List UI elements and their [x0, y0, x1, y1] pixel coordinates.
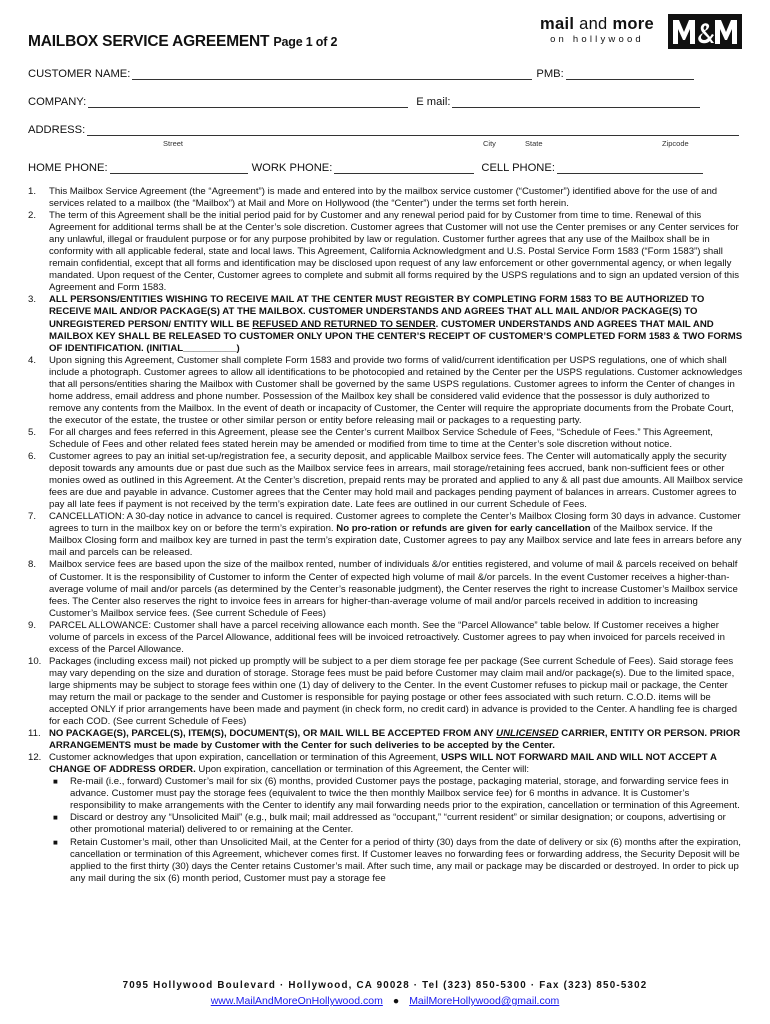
row-company [28, 96, 700, 108]
address-city-caption: City [483, 139, 496, 148]
term-3-text-b: . CUSTOMER UNDERSTANDS AND AGREES THAT MAIL AND MAILBOX KEY SHALL BE RELEASED TO CUSTOMER ONLY UPON THE CENTER’S RECEIPT OF CUSTOMER’S COMPLETED FORM 1583 & TWO FORMS OF IDENTIFICATION. (INITIAL__________) [49, 318, 743, 354]
home-phone-label: HOME PHONE: [28, 162, 108, 174]
separator-dot-icon: ● [392, 995, 400, 1007]
cell-phone-label: CELL PHONE: [481, 162, 555, 174]
term-11-text-a: NO PACKAGE(S), PARCEL(S), ITEM(S), DOCUMENT(S), OR MAIL WILL BE ACCEPTED FROM ANY [49, 728, 497, 740]
term-10-text: Packages (including excess mail) not picked up promptly will be subject to a per diem storage fee per package (See current Schedule of Fees). Said storage fees may vary depending on the size and duration of storage. Storage fees must be paid before Customer may claim mail and/or package(s). Due to the limited space, large shipments may be subject to storage fees within one (1) day of delivery to the Center. In the event Customer refuses to pickup mail or package, the Center may return the mail or package to the sender and Customer is responsible for paying postage or other fees associated with such return. C.O.D. items will be accepted ONLY if prior arrangements have been made and payment (in check form, no credit card) in advance is provided to the Center. A handling fee is charged for each COD. (See current Schedule of Fees) [49, 655, 738, 728]
term-3-underlined: REFUSED AND RETURNED TO SENDER [252, 318, 436, 330]
work-phone-label: WORK PHONE: [251, 162, 333, 174]
pmb-field[interactable] [566, 68, 694, 80]
brand-word-and: and [579, 15, 608, 33]
agreement-title: MAILBOX SERVICE AGREEMENT [28, 33, 270, 50]
term-11-text-b: CARRIER, ENTITY OR PERSON. PRIOR ARRANGEMENTS must be made by Customer with the Center for such deliveries to be accepted by the Center. [49, 728, 741, 752]
term-4: 4. Upon signing this Agreement, Customer shall complete Form 1583 and provide two forms of valid/current identification per USPS regulations, one of which shall include a photograph. Customer agrees to allow all identifications to be photocopied and retained by the Center per the USPS regulations. Customer acknowledges that all persons/entities sharing the Mailbox with Customer shall be governed by the same USPS regulations. Customer agrees to inform the Center of changes in home address, email address and phone number. Possession of the Mailbox key shall be considered valid evidence that the possessor is duly authorized to remove any contents from the Mailbox. In the event of death or incapacity of Customer, the Center will require the appropriate documents from the Probate Court, the executor of the estate, the trustee or other similar person or entity before releasing mail or packages to a requesting party. [28, 354, 743, 426]
term-10: 10. Packages (including excess mail) not picked up promptly will be subject to a per diem storage fee per package (See current Schedule of Fees). Said storage fees may vary depending on the size and duration of storage. Storage fees must be paid before Customer may claim mail and/or package(s). Due to the limited space, large shipments may be subject to storage fees within one (1) day of delivery to the Center. In the event Customer refuses to pickup mail or package, the Center may return the mail or package to the sender and Customer is responsible for paying postage or other fees associated with such return. C.O.D. items will be accepted ONLY if prior arrangements have been made and payment (in check form, no credit card) in advance is provided to the Center. A handling fee is charged for each COD. (See current Schedule of Fees) [28, 655, 738, 728]
term-5: 5. For all charges and fees referred in this Agreement, please see the Center’s current Mailbox Service Schedule of Fees, “Schedule of Fees.” This Agreement, Schedule of Fees and other related fees stated herein may be amended or modified from time to time at the Center’s sole discretion without notice. [28, 426, 713, 450]
address-state-caption: State [525, 139, 543, 148]
company-label: COMPANY: [28, 96, 87, 108]
document-header [0, 0, 770, 60]
bullet-icon: ■ [53, 777, 58, 787]
footer-address: 7095 Hollywood Boulevard · Hollywood, CA 90028 · Tel (323) 850-5300 · Fax (323) 850-5302 [122, 980, 648, 991]
term-2: 2. The term of this Agreement shall be the initial period paid for by Customer and any renewal period paid for by Customer from time to time. Renewal of this Agreement for additional terms shall be at the Center’s sole discretion. Customer agrees that Customer will not use the Center premises or any Center services for any unlawful, illegal or fraudulent purpose or for any purpose prohibited by law or regulation. Customer further agrees that any use of the Mailbox shall be in conformity with all applicable federal, state and local laws. This Agreement, California Acknowledgment and U.S. Postal Service Form 1583 (“Form 1583”) shall remain confidential, except that all forms and identification may be disclosed upon request of any law enforcement or other governmental agency, or when legally mandated. Upon request of the Center, Customer agrees to complete and submit all forms required by the USPS regulations and to sign an updated version of this Agreement and Form 1583. [28, 210, 740, 294]
term-11: 11. NO PACKAGE(S), PARCEL(S), ITEM(S), DOCUMENT(S), OR MAIL WILL BE ACCEPTED FROM ANY UNLICENSED CARRIER, ENTITY OR PERSON. PRIOR ARRANGEMENTS must be made by Customer with the Center for such deliveries to be accepted by the Center. [28, 728, 741, 752]
brand-wordmark [527, 15, 667, 45]
term-9: 9. PARCEL ALLOWANCE: Customer shall have a parcel receiving allowance each month. See the “Parcel Allowance” table below. If Customer receives a higher volume of parcels in excess of the Parcel Allowance, additional fees will be invoiced retroactively. Customer agrees to pay when invoiced for parcels received in excess of the Parcel Allowance. [28, 619, 725, 655]
term-12-text-c: Upon expiration, cancellation or termination of this Agreement, the Center will: [195, 764, 530, 776]
term-1: 1. This Mailbox Service Agreement (the “Agreement”) is made and entered into by the mailbox service customer (“Customer”) identified above for the use of and services related to a mailbox (the “Mailbox”) at Mail and More on Hollywood (the “Center”) under the terms set forth herein. [28, 186, 718, 210]
page-number-label: Page 1 of 2 [273, 35, 338, 49]
row-address [28, 124, 739, 136]
term-6: 6. Customer agrees to pay an initial set-up/registration fee, a security deposit, and applicable Mailbox service fees. The Center will automatically apply the security deposit towards any amounts due or past due such as the Mailbox service fees in arrears, mail storage/retaining fees accrued, bank non-sufficient fees or other monies owed as outlined in this Agreement. At the Center’s discretion, prepaid rents may be prorated and applied to any & all past due amounts. All Mailbox service fees are due and payable in advance. Customer agrees that the Center may hold mail and packages pending payment of balances in arrears. Customer agrees to pay all late fees if payment is not received by the term’s expiration date. Late fees are outlined in our current Schedule of Fees. [28, 451, 743, 511]
work-phone-field[interactable] [334, 162, 474, 174]
bullet-icon: ■ [53, 837, 58, 847]
term-3: 3. ALL PERSONS/ENTITIES WISHING TO RECEIVE MAIL AT THE CENTER MUST REGISTER BY COMPLETING FORM 1583 TO BE AUTHORIZED TO RECEIVE MAIL AND/OR PACKAGE(S) AT THE MAILBOX. CUSTOMER UNDERSTANDS AND AGREES THAT ALL MAIL AND/OR PACKAGE(S) TO UNREGISTERED PERSON/ ENTITY WILL BE REFUSED AND RETURNED TO SENDER. CUSTOMER UNDERSTANDS AND AGREES THAT MAIL AND MAILBOX KEY SHALL BE RELEASED TO CUSTOMER ONLY UPON THE CENTER’S RECEIPT OF CUSTOMER’S COMPLETED FORM 1583 & TWO FORMS OF IDENTIFICATION. (INITIAL__________) [28, 294, 743, 354]
footer-links [0, 995, 770, 1007]
term-12-bullet-2 [49, 812, 744, 836]
term-1-text: This Mailbox Service Agreement (the “Agreement”) is made and entered into by the mailbox service customer (“Customer”) identified above for the use of and services related to a mailbox (the “Mailbox”) at Mail and More on Hollywood (the “Center”) under the terms set forth herein. [49, 186, 718, 210]
term-12-text-a: Customer acknowledges that upon expiration, cancellation or termination of this Agreement, [49, 752, 441, 764]
term-11-underlined: UNLICENSED [496, 728, 559, 740]
page-title [28, 33, 337, 51]
term-7-text-c: of the Mailbox service. If the Mailbox Closing form and mailbox key are turned in past the term’s expiration date, Customer agrees to pay any Mailbox service and late fees in arrears before any mail and parcels can be released. [49, 523, 742, 559]
term-2-text: The term of this Agreement shall be the initial period paid for by Customer and any renewal period paid for by Customer from time to time. Renewal of this Agreement for additional terms shall be at the Center’s sole discretion. Customer agrees that Customer will not use the Center premises or any Center services for any unlawful, illegal or fraudulent purpose or for any purpose prohibited by law or regulation. Customer further agrees that any use of the Mailbox shall be in conformity with all applicable federal, state and local laws. This Agreement, California Acknowledgment and U.S. Postal Service Form 1583 (“Form 1583”) shall remain confidential, except that all forms and identification may be disclosed upon request of any law enforcement or other governmental agency, or when legally mandated. Upon request of the Center, Customer agrees to complete and submit all forms required by the USPS regulations and to sign an updated version of this Agreement and Form 1583. [49, 210, 740, 294]
term-12-bullet-3-text: Retain Customer’s mail, other than Unsolicited Mail, at the Center for a period of thirty (30) days from the date of delivery or six (6) months after the expiration, cancellation or termination of this Agreement, whichever comes first. If Customer leaves no forwarding fees or forwarding address, the Security Deposit will be applied to the first thirty (30) days the Center retains Customer’s mail. After such time, any mail or package may be discarded or destroyed. In order to pick up any mail during the six (6) month period, Customer must pay a storage fee [70, 836, 741, 884]
term-12-bullet-1-text: Re-mail (i.e., forward) Customer’s mail for six (6) months, provided Customer pays the postage, packaging material, storage, and forwarding service fees in advance. Customer must pay the storage fees (equivalent to twice the then monthly Mailbox service fee) for 6 months in advance. It is Customer’s responsibility to make arrangements with the Center to identify any mail forwarding needs prior to the expiration, cancellation or termination of this Agreement. [70, 776, 740, 812]
term-12-bold: USPS WILL NOT FORWARD MAIL AND WILL NOT ACCEPT A CHANGE OF ADDRESS ORDER. [49, 752, 717, 776]
company-field[interactable] [88, 96, 408, 108]
brand-name [527, 15, 667, 34]
term-7: 7. CANCELLATION: A 30-day notice in advance to cancel is required. Customer agrees to complete the Center’s Mailbox Closing form 30 days in advance. Customer agrees to turn in the mailbox key on or before the term’s expiration. No pro-ration or refunds are given for early cancellation of the Mailbox service. If the Mailbox Closing form and mailbox key are turned in past the term’s expiration date, Customer agrees to pay any Mailbox service and late fees in arrears before any mail and parcels can be released. [28, 511, 742, 559]
address-zipcode-caption: Zipcode [662, 139, 689, 148]
term-6-text: Customer agrees to pay an initial set-up/registration fee, a security deposit, and applicable Mailbox service fees. The Center will automatically apply the security deposit towards any amounts due or past due such as the Mailbox service fees in arrears, mail storage/retaining fees accrued, bank non-sufficient fees or other monies owed as outlined in this Agreement. At the Center’s discretion, prepaid rents may be prorated and applied to any & all past due amounts. All Mailbox service fees are due and payable in advance. Customer agrees that the Center may hold mail and packages pending payment of balances in arrears. Customer agrees to pay all late fees if payment is not received by the term’s expiration date. Late fees are outlined in our current Schedule of Fees. [49, 451, 743, 511]
brand-word-more: more [612, 15, 654, 33]
row-customer-name [28, 68, 694, 80]
brand-tagline: on hollywood [550, 34, 644, 45]
term-3-text-a: ALL PERSONS/ENTITIES WISHING TO RECEIVE MAIL AT THE CENTER MUST REGISTER BY COMPLETING FORM 1583 TO BE AUTHORIZED TO RECEIVE MAIL AND/OR PACKAGE(S) AT THE MAILBOX. CUSTOMER UNDERSTANDS AND AGREES THAT ALL MAIL AND/OR PACKAGE(S) TO UNREGISTERED PERSON/ ENTITY WILL BE [49, 294, 705, 330]
term-12: 12. Customer acknowledges that upon expiration, cancellation or termination of this Agreement, USPS WILL NOT FORWARD MAIL AND WILL NOT ACCEPT A CHANGE OF ADDRESS ORDER. Upon expiration, cancellation or termination of this Agreement, the Center will: ■ Re-mail (i.e., forward) Customer’s mail for six (6) months, provided Customer pays the postage, packaging material, storage, and forwarding service fees in advance. Customer must pay the storage fees (equivalent to twice the then monthly Mailbox service fee) for 6 months in advance. It is Customer’s responsibility to make arrangements with the Center to identify any mail forwarding needs prior to the expiration, cancellation or termination of this Agreement. ■ Discard or destroy any “Unsolicited Mail” (e.g., bulk mail; mail addressed as “occupant,” “current resident” or similar designation; or coupons, advertising or other promotional material) delivered to or remaining at the Center. ■ Retain Customer’s mail, other than Unsolicited Mail, at the Center for a period of thirty (30) days from the date of delivery or six (6) months after the expiration, cancellation or termination of this Agreement, whichever comes first. If Customer leaves no forwarding fees or forwarding address, the Security Deposit will be applied to the first thirty (30) days the Center retains Customer’s mail. After such time, any mail or package may be discarded or destroyed. In order to pick up any mail during the six (6) month period, Customer must pay a storage fee [28, 752, 744, 885]
document-footer [0, 980, 770, 1007]
term-12-bullet-2-text: Discard or destroy any “Unsolicited Mail” (e.g., bulk mail; mail addressed as “occupant,” “current resident” or similar designation; or coupons, advertising or other promotional material) delivered to or remaining at the Center. [70, 812, 726, 836]
term-7-bold: No pro-ration or refunds are given for early cancellation [336, 523, 591, 535]
term-4-text: Upon signing this Agreement, Customer shall complete Form 1583 and provide two forms of valid/current identification per USPS regulations, one of which shall include a photograph. Customer agrees to allow all identifications to be photocopied and retained by the Center per the USPS regulations. Customer acknowledges that all persons/entities sharing the Mailbox with Customer shall be governed by the same USPS regulations. Customer agrees to inform the Center of changes in home address, email address and phone number. Possession of the Mailbox key shall be considered valid evidence that the possessor is duly authorized to remove any contents from the Mailbox. In the event of death or incapacity of Customer, the Center will require the appropriate documents from the Probate Court, the executor of the estate, the trustee or other similar person or entity before releasing mail or packages to a requesting party. [49, 354, 743, 426]
cell-phone-field[interactable] [557, 162, 703, 174]
term-12-sublist [49, 776, 744, 884]
term-12-bullet-3 [49, 837, 744, 885]
bullet-icon: ■ [53, 813, 58, 823]
term-8: 8. Mailbox service fees are based upon the size of the mailbox rented, number of individuals &/or entities registered, and volume of mail & parcels received on behalf of Customer. It is the responsibility of Customer to inform the Center of expected high volume of mail &/or parcels. In the event Customer receives a higher-than-average volume of mail and/or parcels (as determined by the Center’s reasonable judgment), the Center reserves the right to increase Customer’s Mailbox service fees. The Center also reserves the right to invoice fees in arrears for higher-than-average volume of mail and/or parcels received in addition to increasing Customer’s Mailbox service fees. (See current Schedule of Fees) [28, 559, 738, 619]
address-field[interactable] [87, 124, 739, 136]
email-link[interactable]: MailMoreHollywood@gmail.com [409, 995, 560, 1007]
email-label: E mail: [416, 96, 451, 108]
row-phones [28, 162, 703, 174]
term-8-text: Mailbox service fees are based upon the size of the mailbox rented, number of individuals &/or entities registered, and volume of mail & parcels received on behalf of Customer. It is the responsibility of Customer to inform the Center of expected high volume of mail &/or parcels. In the event Customer receives a higher-than-average volume of mail and/or parcels (as determined by the Center’s reasonable judgment), the Center reserves the right to increase Customer’s Mailbox service fees. The Center also reserves the right to invoice fees in arrears for higher-than-average volume of mail and/or parcels received in addition to increasing Customer’s Mailbox service fees. (See current Schedule of Fees) [49, 559, 738, 619]
mm-monogram-logo-icon [668, 14, 742, 49]
term-7-text-a: CANCELLATION: A 30-day notice in advance to cancel is required. Customer agrees to complete the Center’s Mailbox Closing form 30 days in advance. Customer agrees to turn in the mailbox key on or before the term’s expiration. [49, 511, 741, 535]
brand-word-mail: mail [540, 15, 575, 33]
term-12-bullet-1 [49, 776, 744, 812]
website-link[interactable]: www.MailAndMoreOnHollywood.com [210, 995, 383, 1007]
term-5-text: For all charges and fees referred in this Agreement, please see the Center’s current Mailbox Service Schedule of Fees, “Schedule of Fees.” This Agreement, Schedule of Fees and other related fees stated herein may be amended or modified from time to time at the Center’s sole discretion without notice. [49, 426, 713, 450]
agreement-terms-list [28, 186, 744, 885]
address-street-caption: Street [163, 139, 184, 148]
customer-name-field[interactable] [132, 68, 532, 80]
email-field[interactable] [452, 96, 700, 108]
address-label: ADDRESS: [28, 124, 86, 136]
customer-name-label: CUSTOMER NAME: [28, 68, 131, 80]
home-phone-field[interactable] [110, 162, 248, 174]
term-9-text: PARCEL ALLOWANCE: Customer shall have a parcel receiving allowance each month. See the “Parcel Allowance” table below. If Customer receives a higher volume of parcels in excess of the Parcel Allowance, additional fees will be invoiced retroactively. Customer agrees to pay when invoiced for parcels received in excess of the Parcel Allowance. [49, 619, 725, 655]
pmb-label: PMB: [536, 68, 564, 80]
